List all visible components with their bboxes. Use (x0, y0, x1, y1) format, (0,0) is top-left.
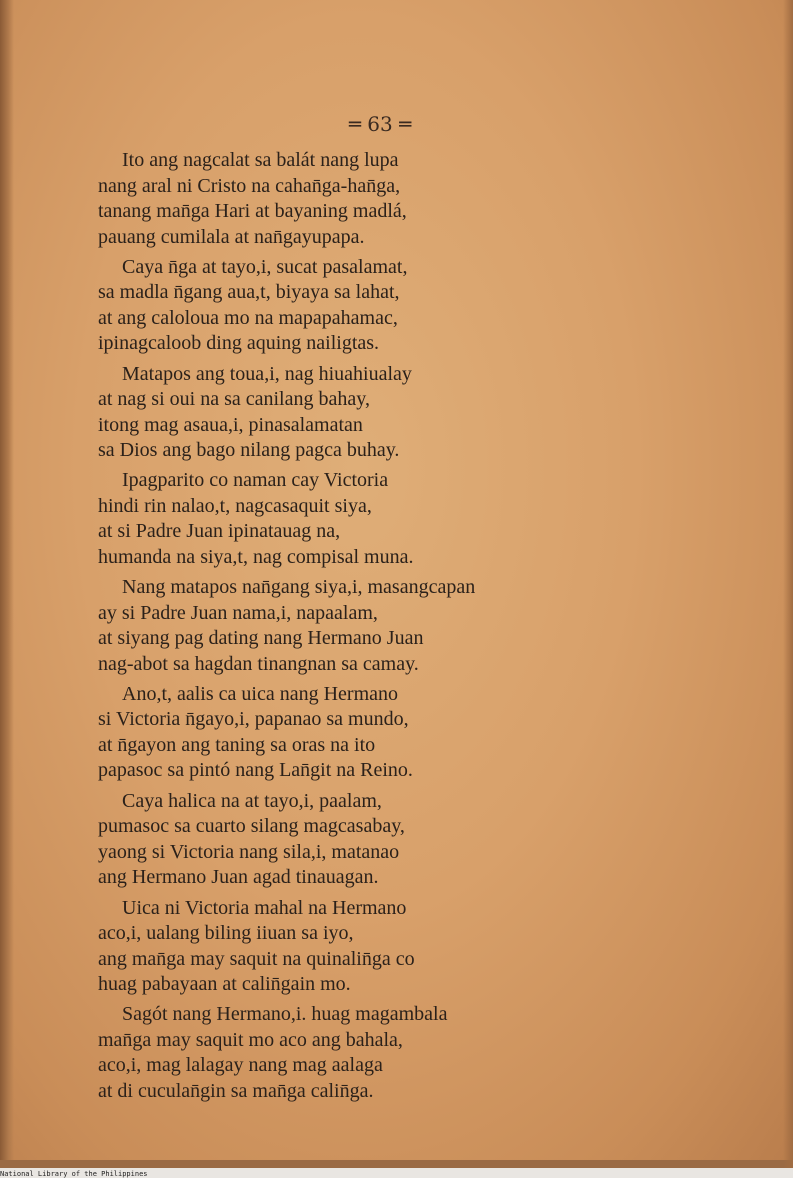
stanza (98, 1002, 618, 1104)
verse-line: sa Dios ang bago nilang pagca buhay. (98, 439, 400, 462)
verse-line: Uica ni Victoria mahal na Hermano (122, 896, 407, 919)
verse-line: at nag si oui na sa canilang bahay, (98, 388, 370, 411)
verse-line: Ipagparito co naman cay Victoria (122, 469, 389, 492)
verse-line: at siyang pag dating nang Hermano Juan (98, 627, 424, 650)
verse-line: ang Hermano Juan agad tinauagan. (98, 866, 379, 889)
verse-line: at ang caloloua mo na mapapahamac, (98, 306, 398, 329)
verse-line: nang aral ni Cristo na cahan̄ga-han̄ga, (98, 174, 401, 197)
verse-line: pauang cumilala at nan̄gayupapa. (98, 225, 365, 248)
verse-line: aco,i, ualang biling iiuan sa iyo, (98, 922, 354, 945)
verse-line: Ito ang nagcalat sa balát nang lupa (122, 149, 399, 171)
verse-line: tanang man̄ga Hari at bayaning madlá, (98, 200, 407, 222)
verse-line: sa madla n̄gang aua,t, biyaya sa lahat, (98, 281, 400, 304)
verse-line: pumasoc sa cuarto silang magcasabay, (98, 815, 405, 838)
verse-line: Matapos ang toua,i, nag hiuahiualay (122, 362, 412, 385)
stanza (98, 148, 618, 250)
verse-line: aco,i, mag lalagay nang mag aalaga (98, 1054, 383, 1077)
verse-line: humanda na siya,t, nag compisal muna. (98, 545, 414, 568)
verse-line: ay si Padre Juan nama,i, napaalam, (98, 601, 378, 624)
verse-line: si Victoria n̄gayo,i, papanao sa mundo, (98, 708, 409, 731)
verse-line: Caya halica na at tayo,i, paalam, (122, 789, 382, 812)
verse-line: at si Padre Juan ipinatauag na, (98, 520, 341, 543)
stanza (98, 255, 618, 357)
verse-line: ipinagcaloob ding aquing nailigtas. (98, 332, 380, 355)
page-bottom-edge (0, 1160, 793, 1168)
verse-line: man̄ga may saquit mo aco ang bahala, (98, 1028, 403, 1051)
verse-line: Ano,t, aalis ca uica nang Hermano (122, 682, 399, 705)
stanza (98, 575, 618, 677)
verse-line: Caya n̄ga at tayo,i, sucat pasalamat, (122, 255, 408, 278)
stanza (98, 468, 618, 570)
page-number: ═ 63 ═ (348, 112, 412, 136)
library-credit: National Library of the Philippines (0, 1170, 148, 1178)
verse-line: papasoc sa pintó nang Lan̄git na Reino. (98, 759, 413, 782)
stanza (98, 682, 618, 784)
verse-line: at n̄gayon ang taning sa oras na ito (98, 733, 376, 756)
verse-line: nag-abot sa hagdan tinangnan sa camay. (98, 652, 419, 675)
verse-line: yaong si Victoria nang sila,i, matanao (98, 840, 400, 863)
stanza (98, 896, 618, 998)
verse-line: ang man̄ga may saquit na quinalin̄ga co (98, 947, 415, 970)
verse-line: hindi rin nalao,t, nagcasaquit siya, (98, 494, 372, 517)
verse-line: Sagót nang Hermano,i. huag magambala (122, 1003, 448, 1026)
verse-line: Nang matapos nan̄gang siya,i, masangcapan (122, 576, 476, 599)
stanza (98, 789, 618, 891)
verse-line: huag pabayaan at calin̄gain mo. (98, 973, 351, 996)
verse-line: itong mag asaua,i, pinasalamatan (98, 413, 363, 436)
stanza (98, 362, 618, 464)
verse-line: at di cuculan̄gin sa man̄ga calin̄ga. (98, 1079, 374, 1102)
poem-body (98, 148, 618, 1109)
